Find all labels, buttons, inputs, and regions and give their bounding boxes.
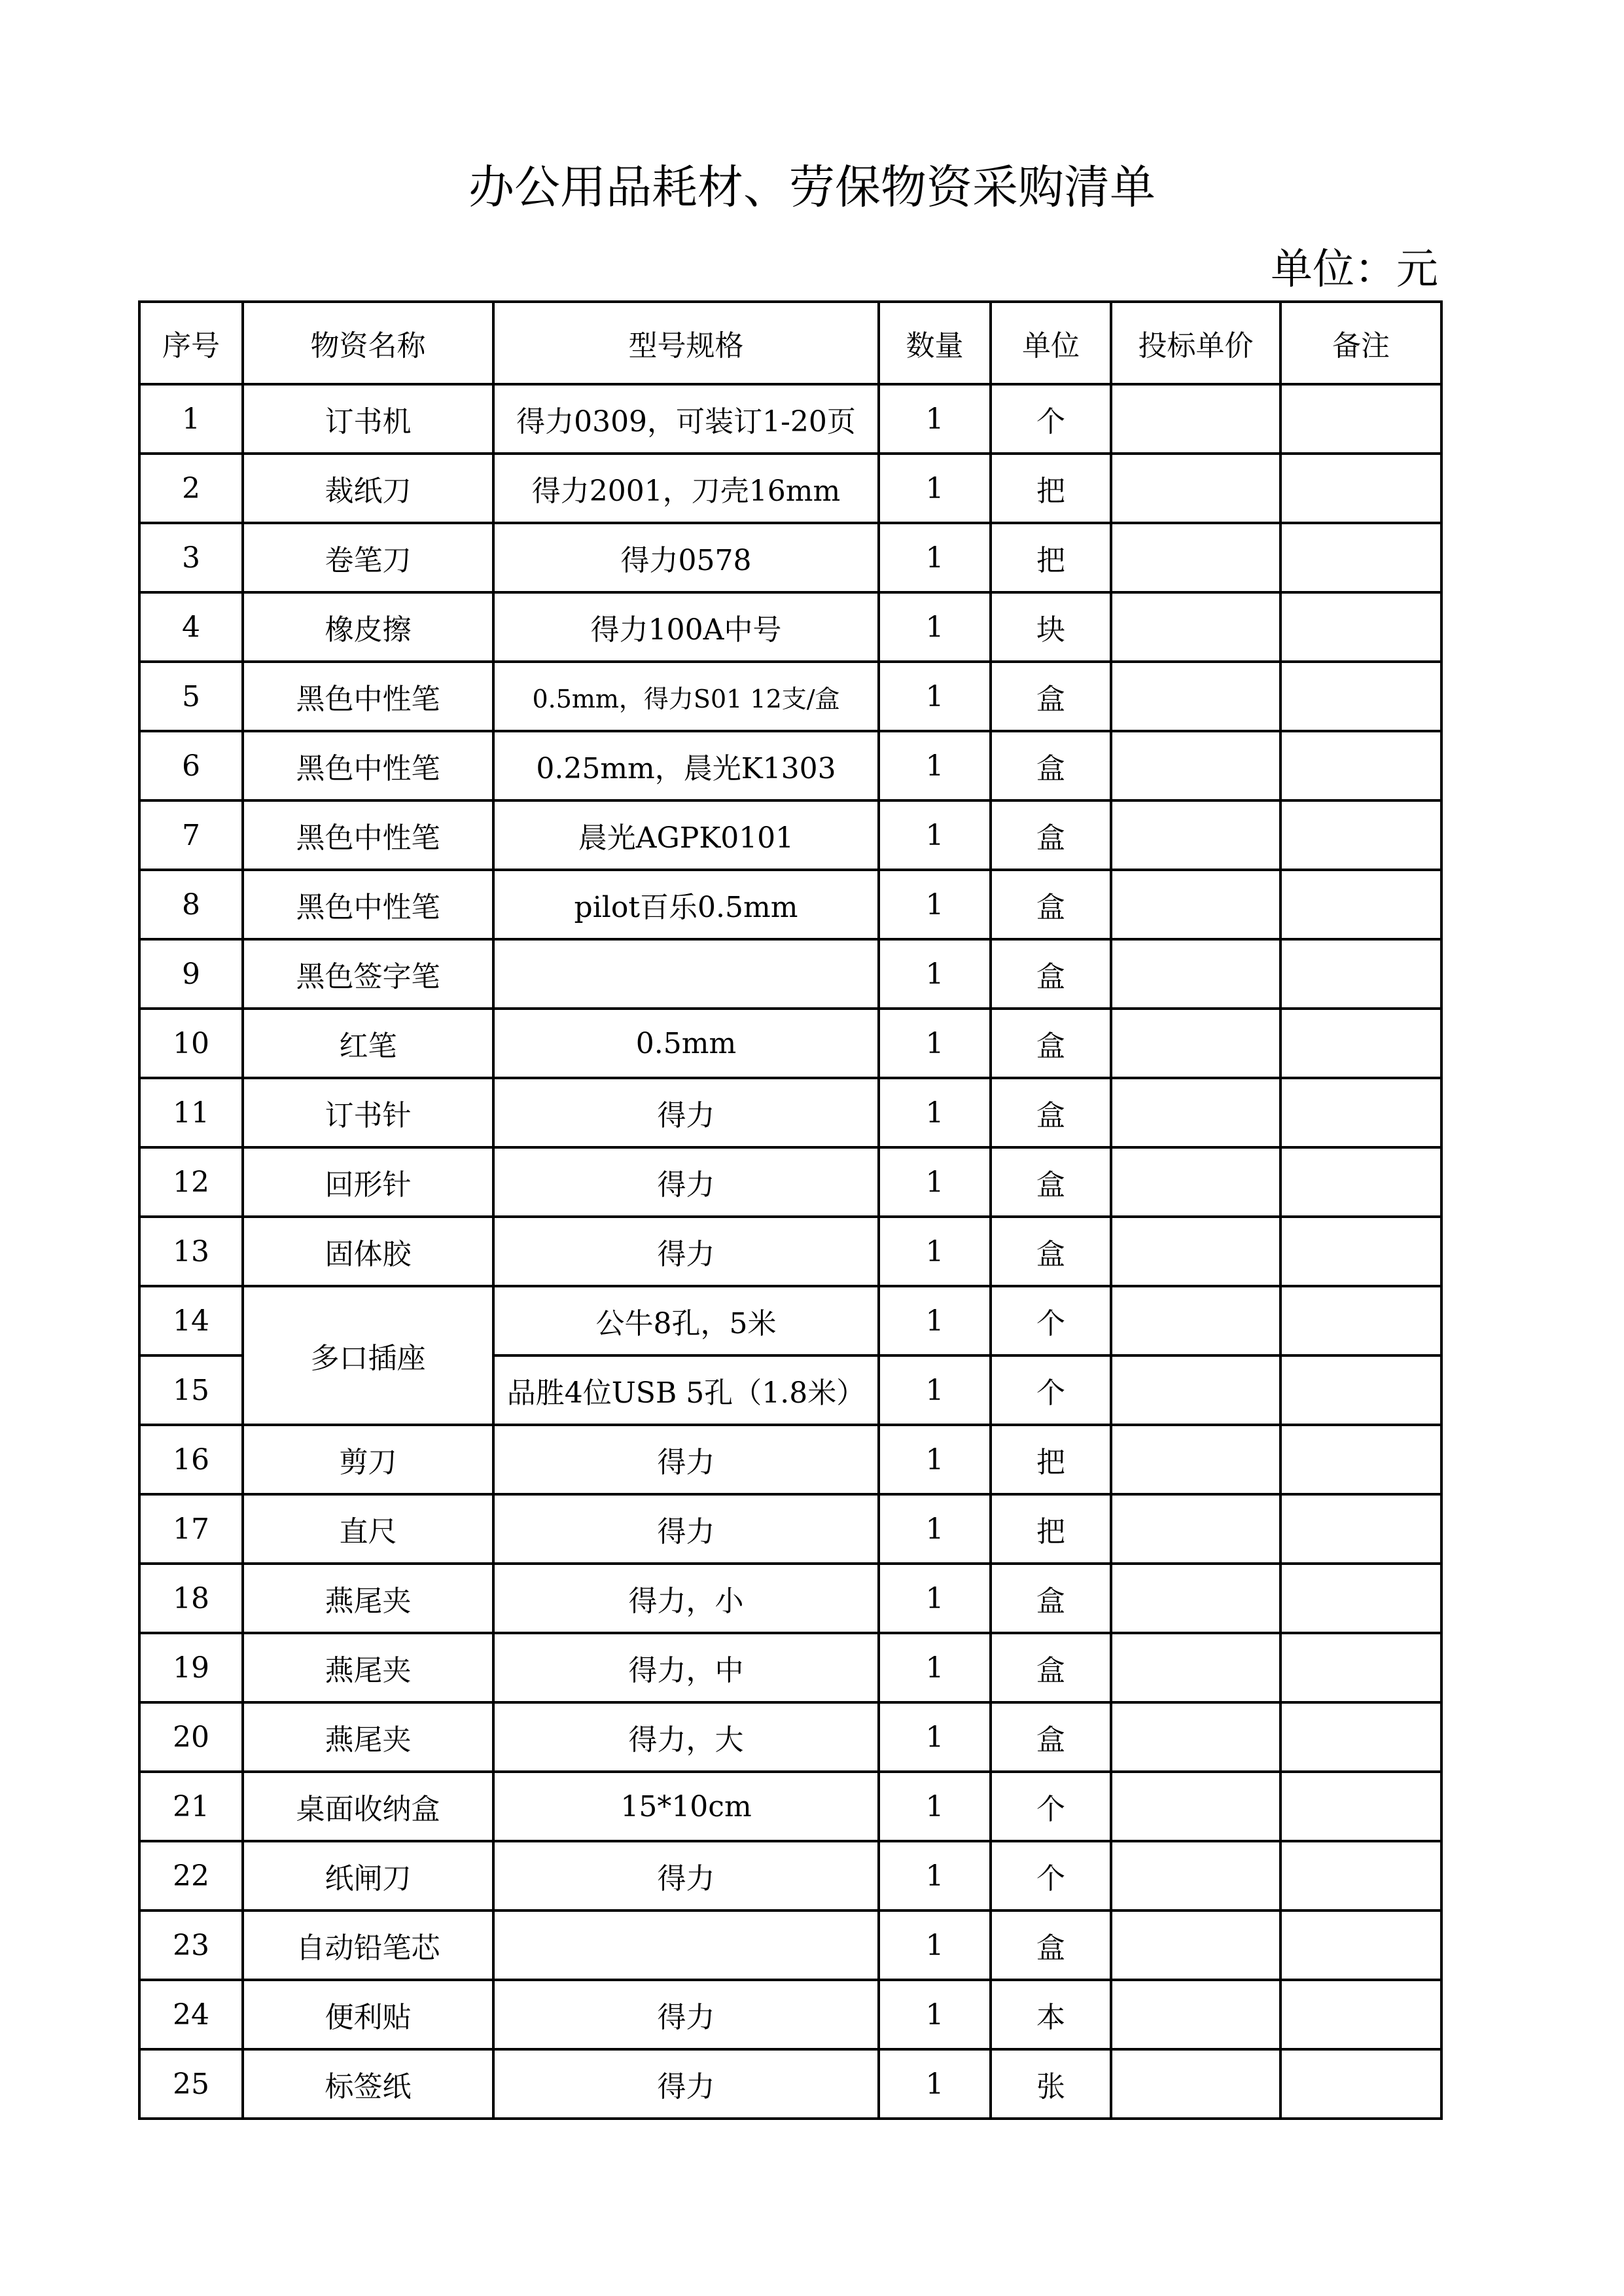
table-row: [139, 1009, 1441, 1078]
table-row: [139, 939, 1441, 1009]
cell-name: 直尺: [243, 1494, 493, 1564]
cell-qty: 1: [879, 523, 991, 592]
cell-spec: 15*10cm: [493, 1772, 879, 1841]
cell-qty: 1: [879, 454, 991, 523]
cell-price[interactable]: [1111, 592, 1280, 662]
cell-name: 燕尾夹: [243, 1633, 493, 1702]
cell-spec: 得力，中: [493, 1633, 879, 1702]
cell-spec: 得力0309，可装订1-20页: [493, 384, 879, 454]
cell-price[interactable]: [1111, 1564, 1280, 1633]
cell-name: 纸闸刀: [243, 1841, 493, 1910]
cell-qty: 1: [879, 731, 991, 800]
cell-no: 22: [139, 1841, 243, 1910]
cell-unit: 盒: [991, 1147, 1111, 1217]
cell-qty: 1: [879, 1286, 991, 1355]
table-row: [139, 1910, 1441, 1980]
cell-no: 3: [139, 523, 243, 592]
cell-spec: pilot百乐0.5mm: [493, 870, 879, 939]
cell-remark[interactable]: [1280, 1147, 1441, 1217]
cell-no: 16: [139, 1425, 243, 1494]
cell-remark[interactable]: [1280, 1633, 1441, 1702]
cell-no: 23: [139, 1910, 243, 1980]
cell-no: 19: [139, 1633, 243, 1702]
cell-price[interactable]: [1111, 1910, 1280, 1980]
table-row: [139, 800, 1441, 870]
cell-qty: 1: [879, 1078, 991, 1147]
table-row: [139, 1702, 1441, 1772]
table-row: [139, 662, 1441, 731]
cell-remark[interactable]: [1280, 1702, 1441, 1772]
cell-remark[interactable]: [1280, 1910, 1441, 1980]
document-title: 办公用品耗材、劳保物资采购清单: [468, 160, 1156, 214]
table-row: [139, 1841, 1441, 1910]
cell-remark[interactable]: [1280, 1009, 1441, 1078]
cell-remark[interactable]: [1280, 939, 1441, 1009]
header-cell-no: 序号: [139, 302, 243, 384]
header-cell-name: 物资名称: [243, 302, 493, 384]
cell-no: 9: [139, 939, 243, 1009]
cell-unit: 盒: [991, 1217, 1111, 1286]
cell-name: 黑色签字笔: [243, 939, 493, 1009]
cell-unit: 盒: [991, 1078, 1111, 1147]
header-cell-unit: 单位: [991, 302, 1111, 384]
cell-name: 橡皮擦: [243, 592, 493, 662]
cell-unit: 盒: [991, 662, 1111, 731]
cell-price[interactable]: [1111, 1980, 1280, 2049]
cell-unit: 个: [991, 1841, 1111, 1910]
cell-remark[interactable]: [1280, 1841, 1441, 1910]
cell-spec: 得力，小: [493, 1564, 879, 1633]
cell-qty: 1: [879, 2049, 991, 2119]
cell-no: 7: [139, 800, 243, 870]
cell-qty: 1: [879, 1217, 991, 1286]
cell-price[interactable]: [1111, 1633, 1280, 1702]
cell-spec: 得力: [493, 1078, 879, 1147]
cell-qty: 1: [879, 1633, 991, 1702]
cell-price[interactable]: [1111, 1217, 1280, 1286]
cell-name: 黑色中性笔: [243, 870, 493, 939]
cell-name: 回形针: [243, 1147, 493, 1217]
cell-unit: 把: [991, 454, 1111, 523]
cell-price[interactable]: [1111, 1078, 1280, 1147]
cell-no: 13: [139, 1217, 243, 1286]
cell-remark[interactable]: [1280, 662, 1441, 731]
cell-unit: 本: [991, 1980, 1111, 2049]
cell-price[interactable]: [1111, 662, 1280, 731]
cell-remark[interactable]: [1280, 2049, 1441, 2119]
cell-price[interactable]: [1111, 731, 1280, 800]
cell-no: 2: [139, 454, 243, 523]
cell-no: 21: [139, 1772, 243, 1841]
cell-qty: 1: [879, 1772, 991, 1841]
cell-price[interactable]: [1111, 1009, 1280, 1078]
cell-price[interactable]: [1111, 1286, 1280, 1355]
cell-price[interactable]: [1111, 384, 1280, 454]
cell-name: 固体胶: [243, 1217, 493, 1286]
cell-price[interactable]: [1111, 523, 1280, 592]
cell-qty: 1: [879, 1564, 991, 1633]
cell-spec: 得力: [493, 1147, 879, 1217]
cell-qty: 1: [879, 1009, 991, 1078]
cell-remark[interactable]: [1280, 592, 1441, 662]
cell-qty: 1: [879, 662, 991, 731]
cell-unit: 把: [991, 1494, 1111, 1564]
cell-spec: 得力: [493, 1494, 879, 1564]
header-row: [139, 302, 1441, 384]
cell-qty: 1: [879, 1841, 991, 1910]
cell-no: 12: [139, 1147, 243, 1217]
cell-price[interactable]: [1111, 1494, 1280, 1564]
cell-qty: 1: [879, 870, 991, 939]
cell-unit: 盒: [991, 731, 1111, 800]
cell-no: 20: [139, 1702, 243, 1772]
table-row: [139, 523, 1441, 592]
cell-name: 燕尾夹: [243, 1702, 493, 1772]
cell-qty: 1: [879, 1980, 991, 2049]
cell-remark[interactable]: [1280, 731, 1441, 800]
table-body: [139, 384, 1441, 2119]
cell-no: 8: [139, 870, 243, 939]
cell-no: 18: [139, 1564, 243, 1633]
table-row: [139, 592, 1441, 662]
cell-spec: 0.25mm，晨光K1303: [493, 731, 879, 800]
cell-name-merged: 多口插座: [243, 1286, 493, 1425]
cell-unit: 把: [991, 523, 1111, 592]
cell-price[interactable]: [1111, 1355, 1280, 1425]
cell-name: 黑色中性笔: [243, 800, 493, 870]
table-row: [139, 384, 1441, 454]
cell-spec: 得力: [493, 1980, 879, 2049]
table-row: [139, 1633, 1441, 1702]
cell-qty: 1: [879, 1494, 991, 1564]
cell-qty: 1: [879, 1702, 991, 1772]
cell-unit: 盒: [991, 870, 1111, 939]
header-cell-price: 投标单价: [1111, 302, 1280, 384]
cell-price[interactable]: [1111, 2049, 1280, 2119]
cell-spec: 公牛8孔，5米: [493, 1286, 879, 1355]
cell-remark[interactable]: [1280, 1217, 1441, 1286]
cell-spec: 得力: [493, 1841, 879, 1910]
cell-no: 1: [139, 384, 243, 454]
cell-price[interactable]: [1111, 800, 1280, 870]
table-row: [139, 454, 1441, 523]
table-row: [139, 1078, 1441, 1147]
cell-no: 14: [139, 1286, 243, 1355]
cell-unit: 张: [991, 2049, 1111, 2119]
cell-spec: 得力: [493, 1217, 879, 1286]
cell-remark[interactable]: [1280, 384, 1441, 454]
cell-remark[interactable]: [1280, 523, 1441, 592]
table-row: [139, 1980, 1441, 2049]
cell-spec: 品胜4位USB 5孔（1.8米）: [493, 1355, 879, 1425]
cell-spec: 得力: [493, 1425, 879, 1494]
cell-remark[interactable]: [1280, 1286, 1441, 1355]
cell-no: 4: [139, 592, 243, 662]
cell-remark[interactable]: [1280, 800, 1441, 870]
cell-name: 订书针: [243, 1078, 493, 1147]
cell-qty: 1: [879, 800, 991, 870]
cell-price[interactable]: [1111, 1702, 1280, 1772]
cell-spec: 得力100A中号: [493, 592, 879, 662]
cell-no: 17: [139, 1494, 243, 1564]
header-cell-remark: 备注: [1280, 302, 1441, 384]
header-cell-qty: 数量: [879, 302, 991, 384]
cell-price[interactable]: [1111, 1772, 1280, 1841]
cell-no: 5: [139, 662, 243, 731]
cell-spec: 晨光AGPK0101: [493, 800, 879, 870]
cell-spec: 得力0578: [493, 523, 879, 592]
cell-name: 红笔: [243, 1009, 493, 1078]
cell-qty: 1: [879, 1910, 991, 1980]
table-row: [139, 1425, 1441, 1494]
cell-unit: 盒: [991, 1564, 1111, 1633]
cell-qty: 1: [879, 1425, 991, 1494]
cell-remark[interactable]: [1280, 1564, 1441, 1633]
cell-no: 11: [139, 1078, 243, 1147]
cell-unit: 块: [991, 592, 1111, 662]
cell-remark[interactable]: [1280, 1494, 1441, 1564]
cell-name: 标签纸: [243, 2049, 493, 2119]
currency-unit-label: 单位：元: [1271, 245, 1438, 294]
table-row: [139, 731, 1441, 800]
cell-spec: [493, 1910, 879, 1980]
cell-unit: 盒: [991, 1633, 1111, 1702]
cell-name: 黑色中性笔: [243, 731, 493, 800]
cell-price[interactable]: [1111, 1147, 1280, 1217]
cell-no: 6: [139, 731, 243, 800]
table-row: [139, 1217, 1441, 1286]
cell-remark[interactable]: [1280, 454, 1441, 523]
table-row: [139, 1772, 1441, 1841]
cell-unit: 把: [991, 1425, 1111, 1494]
cell-unit: 个: [991, 1355, 1111, 1425]
procurement-table: [138, 300, 1443, 2120]
cell-no: 10: [139, 1009, 243, 1078]
cell-price[interactable]: [1111, 870, 1280, 939]
cell-price[interactable]: [1111, 454, 1280, 523]
cell-spec: 得力2001，刀壳16mm: [493, 454, 879, 523]
cell-name: 便利贴: [243, 1980, 493, 2049]
cell-unit: 个: [991, 384, 1111, 454]
cell-unit: 盒: [991, 800, 1111, 870]
cell-qty: 1: [879, 384, 991, 454]
cell-spec: 得力: [493, 2049, 879, 2119]
cell-qty: 1: [879, 1147, 991, 1217]
cell-spec: [493, 939, 879, 1009]
header-cell-spec: 型号规格: [493, 302, 879, 384]
table-row: [139, 1147, 1441, 1217]
table-row: [139, 1564, 1441, 1633]
cell-remark[interactable]: [1280, 1078, 1441, 1147]
cell-unit: 盒: [991, 1009, 1111, 1078]
table-row: [139, 2049, 1441, 2119]
cell-no: 25: [139, 2049, 243, 2119]
cell-spec: 0.5mm: [493, 1009, 879, 1078]
cell-price[interactable]: [1111, 1841, 1280, 1910]
cell-name: 剪刀: [243, 1425, 493, 1494]
cell-price[interactable]: [1111, 939, 1280, 1009]
cell-remark[interactable]: [1280, 1355, 1441, 1425]
cell-name: 卷笔刀: [243, 523, 493, 592]
cell-qty: 1: [879, 592, 991, 662]
cell-name: 自动铅笔芯: [243, 1910, 493, 1980]
cell-unit: 个: [991, 1772, 1111, 1841]
cell-price[interactable]: [1111, 1425, 1280, 1494]
cell-name: 黑色中性笔: [243, 662, 493, 731]
cell-unit: 盒: [991, 939, 1111, 1009]
cell-unit: 盒: [991, 1702, 1111, 1772]
cell-name: 订书机: [243, 384, 493, 454]
cell-name: 燕尾夹: [243, 1564, 493, 1633]
cell-no: 24: [139, 1980, 243, 2049]
cell-spec: 得力，大: [493, 1702, 879, 1772]
table-row: [139, 1494, 1441, 1564]
table-row: [139, 1286, 1441, 1355]
cell-no: 15: [139, 1355, 243, 1425]
cell-name: 桌面收纳盒: [243, 1772, 493, 1841]
cell-remark[interactable]: [1280, 1425, 1441, 1494]
cell-remark[interactable]: [1280, 870, 1441, 939]
cell-qty: 1: [879, 1355, 991, 1425]
cell-spec: 0.5mm，得力S01 12支/盒: [493, 662, 879, 731]
cell-remark[interactable]: [1280, 1980, 1441, 2049]
cell-name: 裁纸刀: [243, 454, 493, 523]
cell-qty: 1: [879, 939, 991, 1009]
cell-remark[interactable]: [1280, 1772, 1441, 1841]
table-row: [139, 870, 1441, 939]
cell-unit: 盒: [991, 1910, 1111, 1980]
cell-unit: 个: [991, 1286, 1111, 1355]
